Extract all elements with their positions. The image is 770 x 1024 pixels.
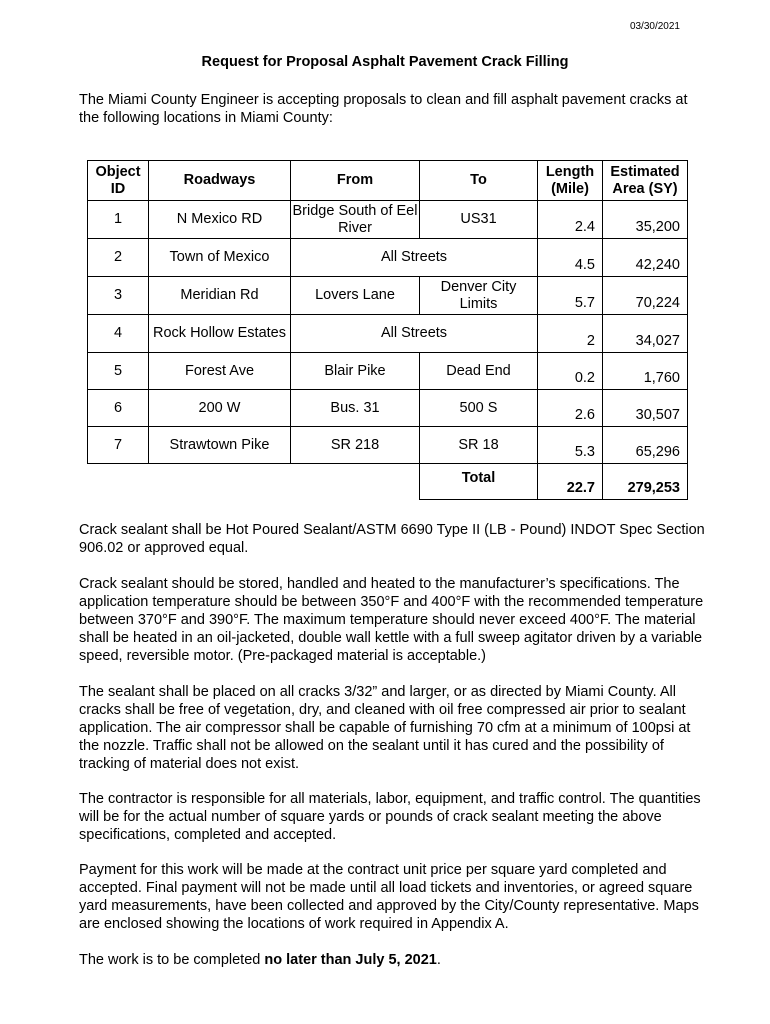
completion-suffix: . — [436, 952, 441, 968]
locations-table — [87, 160, 688, 500]
completion-deadline: no later than July 5, 2021 — [264, 952, 437, 968]
total-area: 279,253 — [603, 464, 688, 500]
sealant-type-paragraph: Crack sealant shall be Hot Poured Sealant/ASTM 6690 Type II (LB - Pound) INDOT Spec Section 906.02 or approved equal. — [79, 522, 705, 556]
cell-roadway: Town of Mexico — [149, 239, 291, 277]
cell-length: 2.6 — [538, 390, 603, 427]
cell-length: 2 — [538, 315, 603, 353]
cell-from: Lovers Lane — [291, 277, 420, 315]
cell-object-id: 7 — [88, 427, 149, 464]
table-row — [88, 353, 688, 390]
table-row — [88, 201, 688, 239]
table-row — [88, 427, 688, 464]
cell-object-id: 4 — [88, 315, 149, 353]
cell-roadway: Strawtown Pike — [149, 427, 291, 464]
header-from: From — [291, 161, 420, 201]
cell-length: 5.7 — [538, 277, 603, 315]
cell-to: Denver City Limits — [420, 277, 538, 315]
cell-from: SR 218 — [291, 427, 420, 464]
document-date: 03/30/2021 — [629, 21, 680, 32]
placement-paragraph: The sealant shall be placed on all cracks 3/32” and larger, or as directed by Miami County. All cracks shall be free of vegetation, dry, and cleaned with oil free compressed air prior to sealant application. The air compressor shall be capable of furnishing 70 cfm at a minimum of 100psi at the nozzle. Traffic shall not be allowed on the sealant until it has cured and the possibility of tracking of material does not exist. — [79, 684, 691, 772]
intro-paragraph: The Miami County Engineer is accepting proposals to clean and fill asphalt pavement cracks at the following locations in Miami County: — [79, 92, 688, 126]
contractor-paragraph: The contractor is responsible for all materials, labor, equipment, and traffic control. The quantities will be for the actual number of square yards or pounds of crack sealant meeting the above specifications, completed and accepted. — [79, 791, 701, 843]
cell-area: 65,296 — [603, 427, 688, 464]
cell-from: Bus. 31 — [291, 390, 420, 427]
cell-roadway: 200 W — [149, 390, 291, 427]
cell-from: Blair Pike — [291, 353, 420, 390]
cell-length: 4.5 — [538, 239, 603, 277]
payment-paragraph: Payment for this work will be made at the contract unit price per square yard completed and accepted. Final payment will not be made until all load tickets and inventories, or agreed square yard measurements, have been collected and approved by the City/County representative. Maps are enclosed showing the locations of work required in Appendix A. — [79, 862, 699, 932]
total-label: Total — [420, 464, 538, 500]
cell-roadway: Rock Hollow Estates — [149, 315, 291, 353]
cell-area: 35,200 — [603, 201, 688, 239]
cell-to: 500 S — [420, 390, 538, 427]
cell-area: 30,507 — [603, 390, 688, 427]
header-object-id: Object ID — [88, 161, 149, 201]
table-row — [88, 239, 688, 277]
cell-to: Dead End — [420, 353, 538, 390]
cell-span: All Streets — [291, 315, 538, 353]
cell-object-id: 6 — [88, 390, 149, 427]
document-title: Request for Proposal Asphalt Pavement Crack Filling — [201, 54, 569, 70]
cell-span: All Streets — [291, 239, 538, 277]
storage-paragraph: Crack sealant should be stored, handled and heated to the manufacturer’s specifications. The application temperature should be between 350°F and 400°F with the recommended temperature between 370°F and 390°F. The maximum temperature should never exceed 400°F. The material shall be heated in an oil-jacketed, double wall kettle with a full sweep agitator driven by a variable speed, reversible motor. (Pre-packaged material is acceptable.) — [79, 576, 704, 664]
cell-to: SR 18 — [420, 427, 538, 464]
header-length: Length (Mile) — [538, 161, 603, 201]
total-length: 22.7 — [538, 464, 603, 500]
cell-to: US31 — [420, 201, 538, 239]
cell-object-id: 1 — [88, 201, 149, 239]
completion-prefix: The work is to be completed — [79, 952, 265, 968]
cell-roadway: N Mexico RD — [149, 201, 291, 239]
cell-area: 1,760 — [603, 353, 688, 390]
cell-roadway: Meridian Rd — [149, 277, 291, 315]
cell-area: 70,224 — [603, 277, 688, 315]
cell-roadway: Forest Ave — [149, 353, 291, 390]
cell-length: 2.4 — [538, 201, 603, 239]
cell-object-id: 2 — [88, 239, 149, 277]
table-total-row — [88, 464, 688, 500]
header-to: To — [420, 161, 538, 201]
cell-length: 0.2 — [538, 353, 603, 390]
cell-area: 34,027 — [603, 315, 688, 353]
table-row — [88, 315, 688, 353]
cell-object-id: 5 — [88, 353, 149, 390]
cell-length: 5.3 — [538, 427, 603, 464]
table-header-row — [88, 161, 688, 201]
cell-area: 42,240 — [603, 239, 688, 277]
completion-paragraph — [79, 951, 709, 969]
table-row — [88, 277, 688, 315]
header-roadways: Roadways — [149, 161, 291, 201]
cell-object-id: 3 — [88, 277, 149, 315]
header-area: Estimated Area (SY) — [603, 161, 688, 201]
table-row — [88, 390, 688, 427]
cell-from: Bridge South of Eel River — [291, 201, 420, 239]
